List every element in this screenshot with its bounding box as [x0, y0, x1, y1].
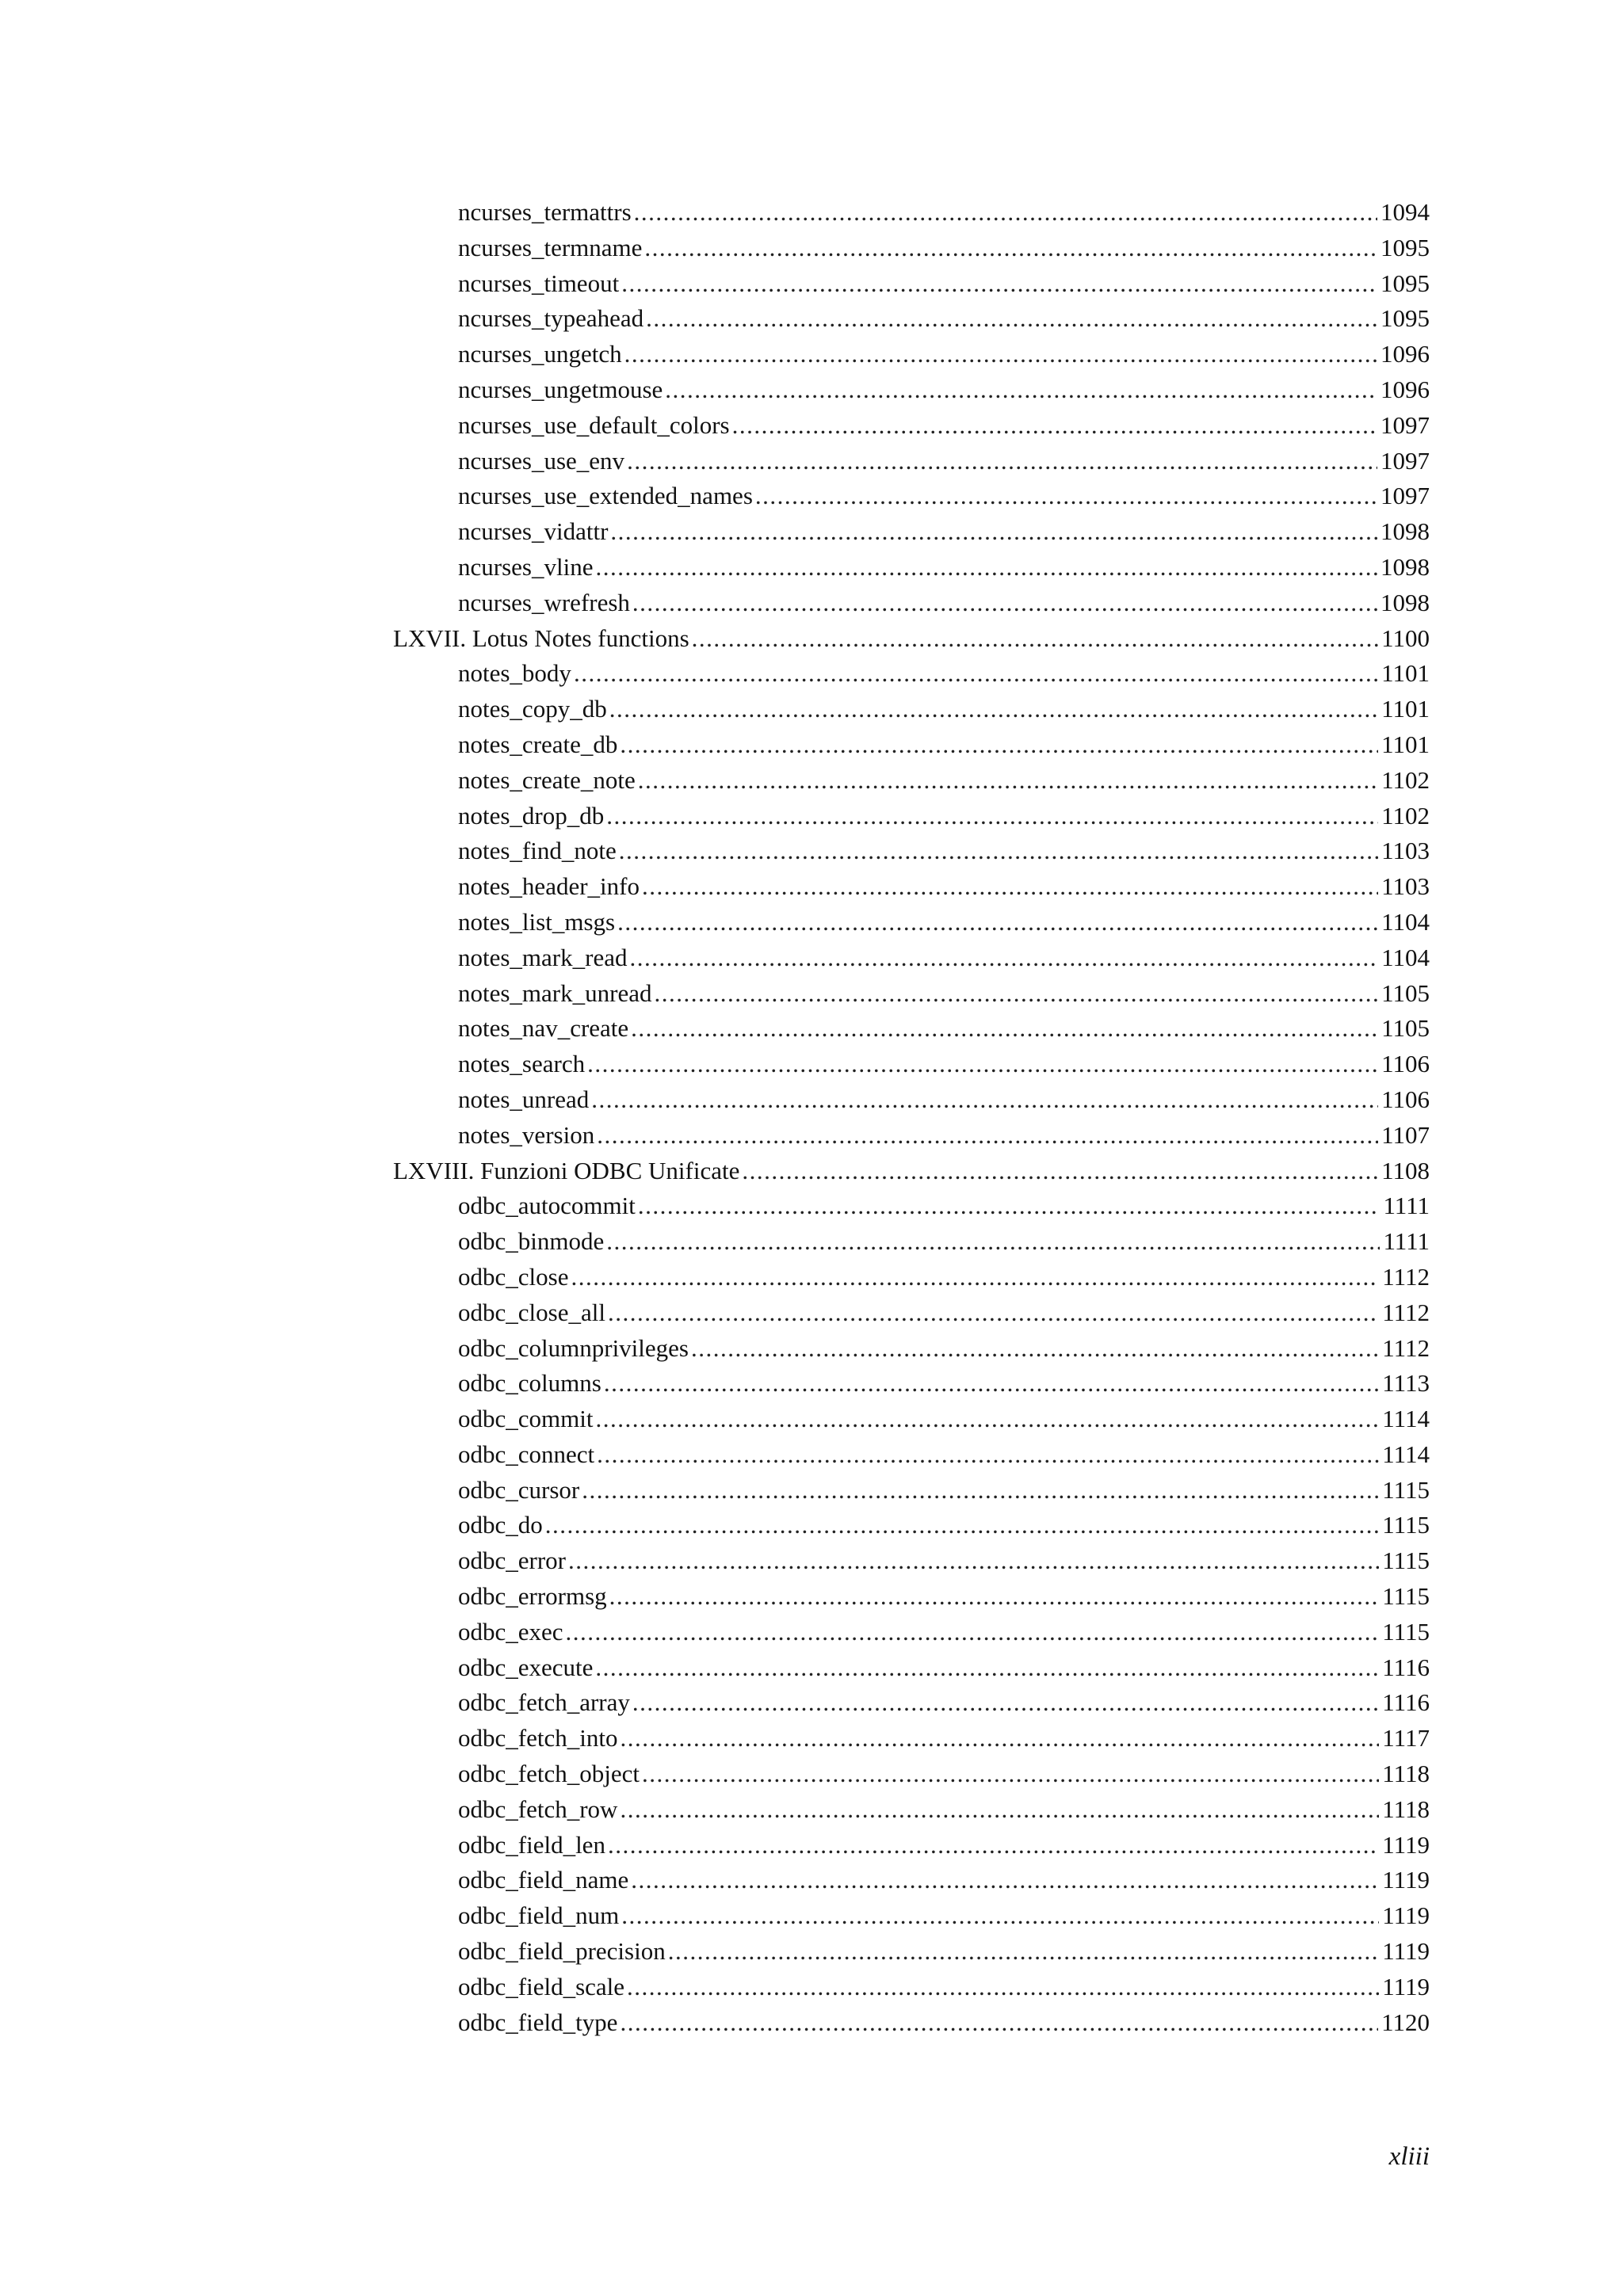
dot-leader [642, 869, 1378, 905]
toc-entry-page: 1114 [1382, 1440, 1430, 1468]
toc-entry-page: 1106 [1381, 1050, 1430, 1078]
toc-entry-title: notes_copy_db [458, 695, 607, 723]
dot-leader [627, 1970, 1379, 2005]
toc-entry-title: LXVIII. Funzioni ODBC Unificate [393, 1156, 740, 1184]
toc-entry [393, 585, 1430, 621]
dot-leader [732, 408, 1377, 444]
toc-entry [393, 444, 1430, 479]
dot-leader [755, 479, 1377, 514]
toc-entry-page: 1101 [1381, 730, 1430, 758]
toc-entry-page: 1113 [1382, 1369, 1430, 1398]
dot-leader [595, 1650, 1379, 1686]
toc-entry [393, 1082, 1430, 1118]
toc-entry-title: odbc_connect [458, 1440, 595, 1468]
dot-leader [691, 1331, 1379, 1367]
toc-entry-title: odbc_fetch_array [458, 1688, 630, 1717]
toc-entry-title: odbc_close [458, 1262, 569, 1291]
table-of-contents [393, 195, 1430, 2040]
dot-leader [582, 1473, 1379, 1508]
toc-entry-title: ncurses_timeout [458, 269, 620, 297]
toc-entry [393, 869, 1430, 905]
toc-entry [393, 1721, 1430, 1756]
dot-leader [609, 692, 1378, 727]
toc-entry-page: 1118 [1382, 1760, 1430, 1788]
toc-entry-title: odbc_columnprivileges [458, 1333, 689, 1362]
toc-entry-page: 1095 [1381, 233, 1430, 261]
dot-leader [632, 585, 1377, 621]
dot-leader [566, 1615, 1380, 1650]
dot-leader [619, 833, 1378, 869]
toc-entry-page: 1112 [1382, 1262, 1430, 1291]
toc-entry [393, 1402, 1430, 1437]
dot-leader [597, 1118, 1378, 1154]
toc-entry [393, 301, 1430, 337]
toc-entry-page: 1095 [1381, 269, 1430, 297]
toc-entry-page: 1115 [1382, 1475, 1430, 1504]
toc-entry-title: notes_mark_unread [458, 978, 652, 1007]
toc-entry-page: 1098 [1381, 517, 1430, 546]
toc-entry-title: ncurses_vline [458, 552, 594, 581]
toc-entry-page: 1097 [1381, 446, 1430, 475]
toc-entry [393, 1756, 1430, 1792]
toc-entry [393, 692, 1430, 727]
toc-entry-title: odbc_execute [458, 1653, 594, 1681]
toc-entry [393, 372, 1430, 408]
toc-entry-page: 1098 [1381, 552, 1430, 581]
toc-entry-title: odbc_autocommit [458, 1192, 636, 1220]
toc-entry-page: 1102 [1381, 765, 1430, 794]
dot-leader [574, 656, 1378, 692]
toc-entry-title: notes_header_info [458, 872, 640, 901]
dot-leader [620, 1792, 1379, 1828]
toc-entry-title: odbc_do [458, 1511, 543, 1539]
toc-entry-page: 1119 [1382, 1901, 1430, 1930]
toc-entry-title: odbc_errormsg [458, 1582, 607, 1611]
toc-entry-title: notes_mark_read [458, 943, 628, 971]
toc-chapter-entry [393, 621, 1430, 657]
toc-entry-page: 1097 [1381, 482, 1430, 510]
dot-leader [624, 337, 1377, 372]
dot-leader [629, 940, 1378, 976]
toc-entry-title: ncurses_use_default_colors [458, 410, 730, 439]
toc-entry-page: 1104 [1381, 907, 1430, 936]
toc-entry-page: 1111 [1383, 1192, 1430, 1220]
toc-entry-page: 1101 [1381, 659, 1430, 688]
toc-entry [393, 1011, 1430, 1047]
dot-leader [597, 1437, 1379, 1473]
dot-leader [608, 1295, 1379, 1331]
toc-entry-title: ncurses_typeahead [458, 304, 644, 333]
dot-leader [638, 763, 1378, 799]
toc-entry-page: 1115 [1382, 1617, 1430, 1646]
toc-entry [393, 1792, 1430, 1828]
dot-leader [644, 231, 1377, 266]
toc-entry-title: odbc_field_num [458, 1901, 620, 1930]
dot-leader [610, 514, 1377, 550]
toc-entry [393, 1898, 1430, 1934]
dot-leader [606, 799, 1378, 834]
toc-entry-title: notes_search [458, 1050, 586, 1078]
toc-entry-page: 1114 [1382, 1405, 1430, 1433]
dot-leader [634, 195, 1377, 231]
dot-leader [620, 2005, 1378, 2041]
toc-entry-page: 1104 [1381, 943, 1430, 971]
toc-entry-page: 1115 [1382, 1582, 1430, 1611]
toc-entry-page: 1094 [1381, 198, 1430, 226]
dot-leader [591, 1082, 1378, 1118]
dot-leader [627, 444, 1377, 479]
toc-entry [393, 727, 1430, 763]
toc-entry-title: odbc_error [458, 1547, 566, 1575]
toc-entry-title: odbc_field_type [458, 2008, 618, 2036]
toc-entry-page: 1098 [1381, 588, 1430, 616]
toc-entry [393, 1650, 1430, 1686]
toc-entry-page: 1106 [1381, 1085, 1430, 1113]
toc-entry [393, 976, 1430, 1012]
toc-entry-title: notes_version [458, 1120, 595, 1149]
toc-entry-title: odbc_close_all [458, 1298, 605, 1326]
toc-entry-title: notes_list_msgs [458, 907, 616, 936]
toc-entry [393, 1685, 1430, 1721]
dot-leader [587, 1047, 1378, 1082]
toc-entry-title: notes_find_note [458, 837, 617, 865]
toc-entry-page: 1112 [1382, 1333, 1430, 1362]
toc-entry-page: 1112 [1382, 1298, 1430, 1326]
dot-leader [608, 1828, 1379, 1863]
dot-leader [568, 1543, 1379, 1579]
dot-leader [620, 1721, 1379, 1756]
toc-entry [393, 514, 1430, 550]
toc-entry-title: odbc_commit [458, 1405, 594, 1433]
toc-entry-page: 1095 [1381, 304, 1430, 333]
toc-entry-page: 1105 [1381, 1014, 1430, 1043]
toc-entry-title: notes_drop_db [458, 801, 605, 830]
toc-entry [393, 195, 1430, 231]
dot-leader [631, 1863, 1379, 1898]
toc-entry [393, 1188, 1430, 1224]
toc-entry-title: ncurses_use_env [458, 446, 625, 475]
dot-leader [632, 1685, 1379, 1721]
toc-entry-page: 1111 [1383, 1227, 1430, 1256]
toc-entry-title: odbc_field_name [458, 1866, 629, 1894]
dot-leader [665, 372, 1377, 408]
toc-entry-title: notes_create_note [458, 765, 636, 794]
toc-entry-title: odbc_columns [458, 1369, 601, 1398]
toc-entry [393, 1331, 1430, 1367]
toc-entry [393, 479, 1430, 514]
toc-entry [393, 1828, 1430, 1863]
toc-entry-page: 1117 [1382, 1724, 1430, 1753]
dot-leader [621, 266, 1377, 302]
dot-leader [617, 905, 1378, 940]
toc-entry-page: 1115 [1382, 1511, 1430, 1539]
toc-entry-title: odbc_fetch_into [458, 1724, 618, 1753]
dot-leader [654, 976, 1378, 1012]
toc-entry-title: odbc_fetch_object [458, 1760, 640, 1788]
toc-entry [393, 2005, 1430, 2041]
toc-entry [393, 337, 1430, 372]
toc-entry-page: 1116 [1382, 1653, 1430, 1681]
toc-entry-page: 1119 [1382, 1830, 1430, 1859]
dot-leader [638, 1188, 1381, 1224]
toc-entry [393, 1260, 1430, 1295]
toc-entry-page: 1108 [1381, 1156, 1430, 1184]
toc-entry [393, 1863, 1430, 1898]
dot-leader [609, 1579, 1380, 1615]
toc-entry [393, 905, 1430, 940]
toc-entry-page: 1119 [1382, 1937, 1430, 1966]
toc-entry [393, 1615, 1430, 1650]
toc-entry [393, 408, 1430, 444]
toc-entry-title: notes_create_db [458, 730, 618, 758]
toc-entry-page: 1096 [1381, 375, 1430, 403]
toc-entry [393, 799, 1430, 834]
toc-entry [393, 1508, 1430, 1543]
toc-entry [393, 1295, 1430, 1331]
toc-entry-title: odbc_cursor [458, 1475, 580, 1504]
toc-entry [393, 1934, 1430, 1970]
dot-leader [668, 1934, 1380, 1970]
toc-entry [393, 1437, 1430, 1473]
toc-entry-title: LXVII. Lotus Notes functions [393, 624, 689, 652]
toc-entry-title: odbc_field_scale [458, 1972, 625, 2000]
toc-entry-page: 1100 [1381, 624, 1430, 652]
toc-entry-title: ncurses_termattrs [458, 198, 632, 226]
toc-entry-title: ncurses_use_extended_names [458, 482, 753, 510]
toc-entry-page: 1116 [1382, 1688, 1430, 1717]
toc-entry-title: notes_body [458, 659, 571, 688]
dot-leader [646, 301, 1377, 337]
toc-entry [393, 1473, 1430, 1508]
dot-leader [595, 550, 1377, 585]
toc-entry [393, 940, 1430, 976]
dot-leader [631, 1011, 1378, 1047]
toc-entry-page: 1115 [1382, 1547, 1430, 1575]
toc-entry [393, 1579, 1430, 1615]
dot-leader [692, 621, 1378, 657]
dot-leader [642, 1756, 1379, 1792]
dot-leader [604, 1366, 1379, 1402]
toc-entry [393, 1047, 1430, 1082]
toc-entry-page: 1119 [1382, 1972, 1430, 2000]
toc-entry-title: ncurses_ungetch [458, 340, 622, 368]
toc-entry [393, 231, 1430, 266]
toc-chapter-entry [393, 1154, 1430, 1189]
toc-entry-title: odbc_fetch_row [458, 1794, 618, 1823]
dot-leader [595, 1402, 1379, 1437]
toc-entry [393, 266, 1430, 302]
toc-entry [393, 1366, 1430, 1402]
toc-entry-page: 1107 [1381, 1120, 1430, 1149]
toc-entry [393, 1970, 1430, 2005]
toc-entry-title: ncurses_ungetmouse [458, 375, 663, 403]
dot-leader [742, 1154, 1378, 1189]
dot-leader [606, 1224, 1380, 1260]
toc-entry-page: 1096 [1381, 340, 1430, 368]
toc-entry-page: 1119 [1382, 1866, 1430, 1894]
toc-entry-page: 1118 [1382, 1794, 1430, 1823]
toc-entry-page: 1120 [1381, 2008, 1430, 2036]
toc-entry-page: 1103 [1381, 837, 1430, 865]
toc-entry-title: ncurses_vidattr [458, 517, 609, 546]
toc-entry-page: 1097 [1381, 410, 1430, 439]
page-number: xliii [1388, 2142, 1430, 2171]
toc-entry [393, 656, 1430, 692]
toc-entry [393, 1118, 1430, 1154]
toc-entry-title: odbc_binmode [458, 1227, 605, 1256]
toc-entry-title: ncurses_termname [458, 233, 643, 261]
toc-entry-title: odbc_exec [458, 1617, 563, 1646]
toc-entry-title: notes_nav_create [458, 1014, 629, 1043]
dot-leader [620, 727, 1378, 763]
toc-entry-title: odbc_field_precision [458, 1937, 666, 1966]
toc-entry [393, 1543, 1430, 1579]
toc-entry-page: 1101 [1381, 695, 1430, 723]
dot-leader [545, 1508, 1380, 1543]
toc-entry [393, 763, 1430, 799]
toc-entry [393, 833, 1430, 869]
toc-entry-page: 1103 [1381, 872, 1430, 901]
toc-entry [393, 1224, 1430, 1260]
toc-entry-page: 1102 [1381, 801, 1430, 830]
toc-entry-page: 1105 [1381, 978, 1430, 1007]
toc-entry-title: ncurses_wrefresh [458, 588, 630, 616]
dot-leader [571, 1260, 1379, 1295]
dot-leader [621, 1898, 1379, 1934]
toc-entry [393, 550, 1430, 585]
toc-entry-title: notes_unread [458, 1085, 590, 1113]
toc-entry-title: odbc_field_len [458, 1830, 605, 1859]
